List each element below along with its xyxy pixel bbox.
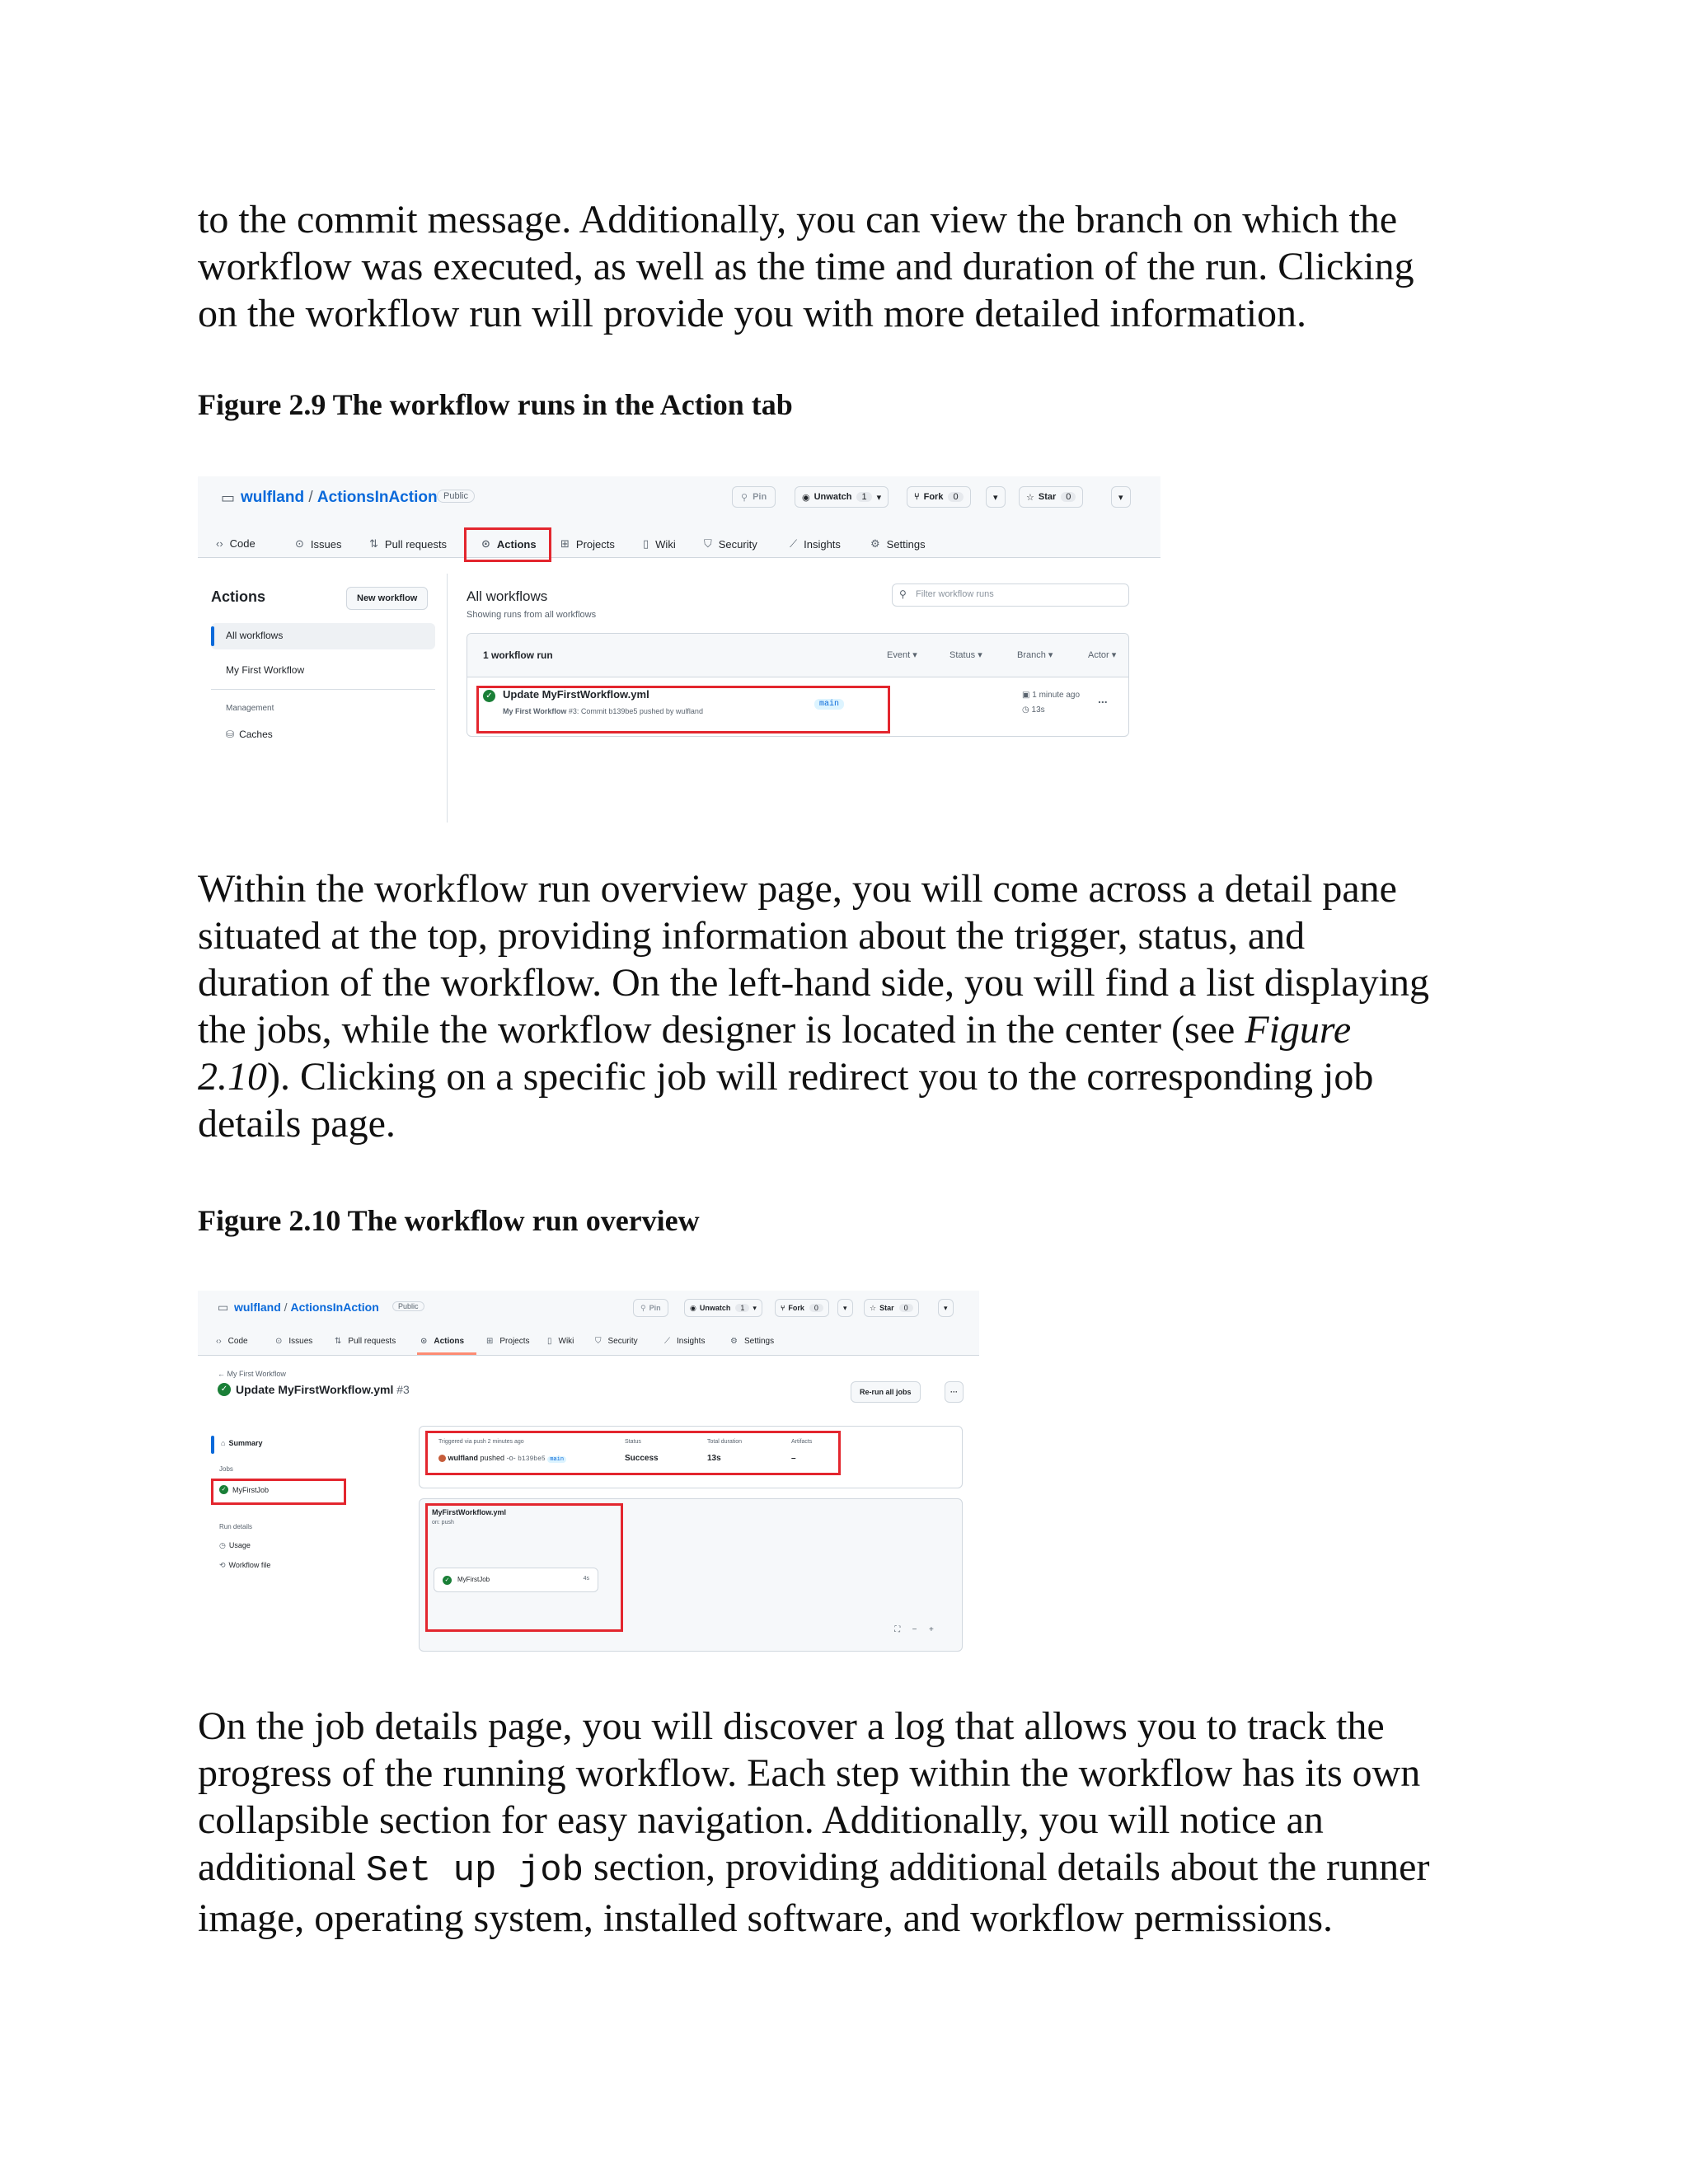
text-line: situated at the top, providing information about the trigger, status, and (198, 914, 1306, 958)
unwatch-button[interactable] (795, 486, 889, 508)
code-icon: ‹› (216, 1337, 222, 1346)
success-icon: ✓ (443, 1576, 452, 1585)
star-icon: ☆ (870, 1303, 877, 1312)
highlight-box (211, 1479, 346, 1505)
zoom-out-button[interactable]: − (912, 1624, 917, 1634)
tab-settings[interactable] (870, 537, 926, 551)
back-link-label: My First Workflow (227, 1370, 286, 1378)
repo-separator: / (308, 489, 313, 506)
star-dropdown[interactable] (1111, 486, 1131, 508)
tab-insights[interactable] (790, 537, 841, 551)
chevron-down-icon: ▾ (1111, 650, 1117, 660)
stopwatch-icon: ◷ (219, 1541, 226, 1549)
tab-actions[interactable] (420, 1337, 464, 1346)
divider (211, 689, 435, 690)
management-heading: Management (226, 704, 274, 713)
back-link[interactable] (218, 1370, 286, 1378)
shield-icon: ⛉ (704, 537, 712, 550)
database-icon: ⛁ (226, 729, 235, 740)
paragraph-2 (198, 865, 1500, 1147)
event-filter[interactable] (887, 649, 917, 660)
fork-dropdown[interactable] (986, 486, 1006, 508)
text-line: duration of the workflow. On the left-hand side, you will find a list displaying (198, 961, 1429, 1005)
issue-icon: ⊙ (275, 1337, 283, 1346)
tab-pull-requests[interactable] (369, 537, 447, 551)
pin-icon: ⚲ (640, 1303, 646, 1312)
active-indicator (211, 1436, 214, 1454)
star-label: Star (1038, 492, 1057, 502)
sidebar-item-label: MyFirstJob (232, 1485, 270, 1494)
visibility-badge: Public (392, 1301, 424, 1311)
tab-projects[interactable] (560, 537, 615, 551)
main-subtitle: Showing runs from all workflows (467, 610, 597, 620)
runs-count: 1 workflow run (483, 649, 553, 661)
tab-pull-requests[interactable] (335, 1337, 396, 1346)
book-icon: ▯ (547, 1337, 552, 1346)
tab-label: Pull requests (384, 537, 448, 551)
text-line: image, operating system, installed software, and workflow permissions. (198, 1896, 1334, 1940)
sidebar-item-label: Workflow file (228, 1561, 271, 1569)
star-count: 0 (1061, 492, 1076, 502)
file-code-icon: ⟲ (219, 1561, 226, 1569)
shield-icon: ⛉ (595, 1337, 602, 1346)
paragraph-1 (198, 196, 1500, 337)
graph-job-time: 4s (583, 1576, 589, 1582)
filter-input[interactable] (892, 583, 1129, 607)
filter-placeholder: Filter workflow runs (916, 589, 994, 599)
sidebar-divider (447, 574, 448, 823)
zoom-controls (889, 1622, 940, 1637)
run-duration-label: 13s (1031, 705, 1045, 715)
repo-separator: / (284, 1301, 288, 1314)
run-time (1022, 691, 1080, 700)
text-line: workflow was executed, as well as the time and duration of the run. Clicking (198, 245, 1414, 288)
text-run: ). Clicking on a specific job will redirect you to the corresponding job (267, 1055, 1374, 1099)
run-time-label: 1 minute ago (1032, 691, 1081, 700)
fork-dropdown[interactable] (837, 1299, 853, 1317)
book-icon: ▯ (643, 537, 649, 550)
unwatch-label: Unwatch (814, 492, 852, 502)
fork-button[interactable] (775, 1299, 829, 1317)
filter-label: Event (887, 650, 911, 660)
gear-icon: ⚙ (730, 1337, 738, 1346)
tab-label: Actions (434, 1337, 465, 1346)
artifacts-value: – (791, 1454, 796, 1463)
visibility-badge: Public (437, 490, 475, 503)
pin-button[interactable] (732, 486, 776, 508)
run-title-text: Update MyFirstWorkflow.yml (236, 1383, 394, 1396)
figure-caption: Figure 2.9 The workflow runs in the Action tab (198, 388, 793, 421)
highlight-box (464, 527, 551, 562)
fork-button[interactable] (907, 486, 971, 508)
commit-icon: -o- (506, 1454, 516, 1462)
sidebar-item-label: Usage (228, 1541, 251, 1549)
chevron-down-icon: ▾ (1118, 492, 1123, 503)
pin-icon: ⚲ (741, 492, 748, 503)
chevron-down-icon: ▾ (944, 1303, 948, 1312)
pull-request-icon: ⇅ (369, 537, 378, 550)
tab-label: Code (227, 1337, 248, 1346)
text-run: section, providing additional details about the runner (584, 1845, 1430, 1889)
artifacts-label: Artifacts (791, 1439, 813, 1445)
tab-issues[interactable] (275, 1337, 312, 1346)
eye-icon: ◉ (802, 492, 810, 503)
fork-icon: ⑂ (781, 1304, 785, 1312)
unwatch-count: 1 (856, 492, 871, 502)
fork-icon: ⑂ (914, 492, 920, 502)
inline-code: Set up job (365, 1850, 584, 1891)
active-indicator (211, 626, 214, 646)
filter-label: Actor (1088, 650, 1109, 660)
filter-label: Branch (1017, 650, 1046, 660)
sidebar-item-label: Summary (228, 1439, 263, 1447)
home-icon: ⌂ (221, 1439, 226, 1447)
graph-trigger: on: push (432, 1520, 454, 1526)
repo-name[interactable]: ActionsInAction (316, 489, 438, 506)
run-title (236, 1383, 410, 1396)
code-icon: ‹› (216, 537, 223, 550)
repo-name[interactable]: ActionsInAction (290, 1301, 379, 1314)
more-options-button[interactable]: ... (1098, 692, 1108, 705)
sidebar-item-caches[interactable] (226, 729, 273, 740)
chevron-down-icon: ▾ (753, 1303, 757, 1312)
chevron-down-icon: ▾ (843, 1303, 847, 1312)
jobs-heading: Jobs (219, 1465, 233, 1473)
tab-settings[interactable] (730, 1337, 774, 1346)
branch-badge[interactable]: main (814, 699, 844, 710)
fork-count: 0 (948, 492, 963, 502)
repo-owner[interactable]: wulfland (241, 489, 305, 506)
main-title: All workflows (467, 588, 548, 604)
sidebar-item-all-workflows[interactable] (211, 623, 435, 649)
branch-badge[interactable]: main (547, 1456, 566, 1463)
repo-title[interactable] (241, 489, 438, 507)
sidebar-item-workflow-file[interactable] (219, 1561, 270, 1570)
graph-icon: ⟋ (664, 1337, 670, 1346)
search-icon: ⚲ (899, 588, 907, 600)
figure-reference: Figure (1245, 1008, 1352, 1052)
text-line: on the workflow run will provide you with more detailed information. (198, 292, 1307, 335)
success-icon: ✓ (218, 1383, 231, 1396)
tab-wiki[interactable] (643, 537, 676, 551)
sidebar-title: Actions (211, 588, 266, 605)
repo-title[interactable] (234, 1301, 379, 1314)
sidebar-item-usage[interactable] (219, 1541, 251, 1550)
success-icon: ✓ (219, 1485, 228, 1494)
pull-request-icon: ⇅ (335, 1337, 342, 1346)
repo-owner[interactable]: wulfland (234, 1301, 281, 1314)
tab-label: Projects (499, 1337, 530, 1346)
tab-label: Wiki (558, 1337, 574, 1346)
run-details-heading: Run details (219, 1523, 253, 1530)
tab-label: Insights (677, 1337, 706, 1346)
table-icon: ⊞ (486, 1337, 494, 1346)
status-value: Success (625, 1454, 659, 1463)
stopwatch-icon: ◷ (1022, 705, 1029, 715)
pin-label: Pin (649, 1304, 661, 1312)
tab-wiki[interactable] (547, 1337, 574, 1346)
tab-label: Actions (496, 537, 537, 551)
duration-value: 13s (707, 1454, 721, 1463)
rerun-all-jobs-button[interactable]: Re-run all jobs (851, 1381, 921, 1403)
tab-issues[interactable] (295, 537, 341, 551)
star-button[interactable] (1019, 486, 1083, 508)
text-run: additional (198, 1845, 366, 1889)
figure-reference: 2.10 (198, 1055, 267, 1099)
run-duration (1022, 705, 1045, 715)
tab-label: Security (607, 1337, 638, 1346)
highlight-box (476, 686, 890, 733)
tab-label: Issues (310, 537, 342, 551)
tab-security[interactable] (704, 537, 757, 551)
star-count: 0 (899, 1304, 913, 1312)
active-tab-underline (417, 1352, 476, 1355)
fork-label: Fork (923, 492, 944, 502)
tab-label: Pull requests (348, 1337, 396, 1346)
pin-label: Pin (753, 492, 767, 502)
actor-filter[interactable] (1088, 649, 1116, 660)
tab-projects[interactable] (486, 1337, 530, 1346)
duration-label: Total duration (707, 1439, 743, 1445)
text-line (198, 1053, 1500, 1100)
text-line: collapsible section for easy navigation. Additionally, you will notice an (198, 1798, 1324, 1842)
tab-label: Wiki (655, 537, 676, 551)
tab-label: Settings (743, 1337, 775, 1346)
calendar-icon: ▣ (1022, 691, 1030, 700)
gear-icon: ⚙ (870, 537, 880, 550)
highlight-box (425, 1431, 841, 1475)
star-dropdown[interactable] (938, 1299, 954, 1317)
tab-label: Security (718, 537, 757, 551)
pin-button[interactable] (633, 1299, 668, 1317)
sidebar-item-my-first-workflow[interactable]: My First Workflow (226, 664, 305, 676)
play-icon: ⊙ (420, 1337, 428, 1346)
text-line: Within the workflow run overview page, you will come across a detail pane (198, 867, 1397, 911)
chevron-down-icon: ▾ (1048, 650, 1053, 660)
sidebar-item-label: All workflows (226, 630, 284, 641)
zoom-in-button[interactable]: + (928, 1624, 934, 1634)
star-label: Star (879, 1304, 894, 1312)
graph-icon: ⟋ (790, 537, 798, 550)
more-options-button[interactable]: ··· (945, 1381, 964, 1403)
issue-icon: ⊙ (295, 537, 304, 550)
run-number: #3 (396, 1383, 410, 1396)
unwatch-button[interactable] (684, 1299, 762, 1317)
filter-label: Status (950, 650, 976, 660)
tab-label: Projects (575, 537, 615, 551)
tab-label: Settings (886, 537, 926, 551)
tab-label: Code (229, 537, 256, 550)
figure-caption: Figure 2.10 The workflow run overview (198, 1204, 700, 1237)
tab-code[interactable] (216, 1337, 248, 1346)
tab-security[interactable] (595, 1337, 638, 1346)
trigger-label: Triggered via push 2 minutes ago (438, 1439, 524, 1445)
fullscreen-icon[interactable]: ⛶ (894, 1624, 901, 1634)
figure-2-9-screenshot (198, 476, 1160, 823)
graph-title: MyFirstWorkflow.yml (432, 1508, 507, 1516)
highlight-box (425, 1503, 623, 1632)
play-icon: ⊙ (481, 537, 490, 550)
new-workflow-button[interactable]: New workflow (346, 587, 428, 610)
star-button[interactable] (864, 1299, 919, 1317)
unwatch-label: Unwatch (699, 1304, 731, 1312)
tab-insights[interactable] (664, 1337, 705, 1346)
text-line: progress of the running workflow. Each step within the workflow has its own (198, 1751, 1421, 1795)
text-line: On the job details page, you will discover a log that allows you to track the (198, 1704, 1385, 1748)
arrow-left-icon: ← (218, 1370, 225, 1378)
table-icon: ⊞ (560, 537, 570, 550)
graph-job-label: MyFirstJob (457, 1576, 490, 1583)
chevron-down-icon: ▾ (993, 492, 998, 503)
run-meta-workflow: My First Workflow (503, 707, 567, 715)
tab-label: Issues (288, 1337, 313, 1346)
success-icon: ✓ (483, 690, 495, 702)
paragraph-3 (198, 1703, 1500, 1942)
figure-2-10-screenshot (198, 1291, 979, 1665)
run-meta-rest: #3: Commit b139be5 pushed by wulfland (566, 707, 703, 715)
text-line (198, 1006, 1500, 1053)
fork-label: Fork (788, 1304, 804, 1312)
chevron-down-icon: ▾ (912, 650, 917, 660)
status-filter[interactable] (950, 649, 982, 660)
status-label: Status (625, 1439, 641, 1445)
tab-code[interactable] (216, 537, 256, 550)
unwatch-count: 1 (735, 1304, 749, 1312)
text-line: to the commit message. Additionally, you can view the branch on which the (198, 198, 1398, 241)
sidebar-item-summary[interactable] (221, 1439, 262, 1447)
eye-icon: ◉ (690, 1303, 696, 1312)
commit-sha[interactable]: b139be5 (518, 1455, 546, 1463)
branch-filter[interactable] (1017, 649, 1053, 660)
repo-icon: ▭ (218, 1301, 229, 1314)
tab-label: Insights (804, 537, 841, 551)
chevron-down-icon: ▾ (978, 650, 982, 660)
text-line: details page. (198, 1102, 396, 1146)
text-line (198, 1844, 1500, 1895)
sidebar-item-label: Caches (239, 729, 273, 740)
chevron-down-icon: ▾ (876, 492, 882, 503)
trigger-actor[interactable]: wulfland (448, 1454, 479, 1462)
text-run: the jobs, while the workflow designer is located in the center (see (198, 1008, 1245, 1052)
repo-icon: ▭ (221, 490, 236, 506)
trigger-verb: pushed (480, 1454, 505, 1462)
run-title[interactable]: Update MyFirstWorkflow.yml (503, 688, 649, 701)
star-icon: ☆ (1026, 492, 1034, 503)
fork-count: 0 (809, 1304, 823, 1312)
